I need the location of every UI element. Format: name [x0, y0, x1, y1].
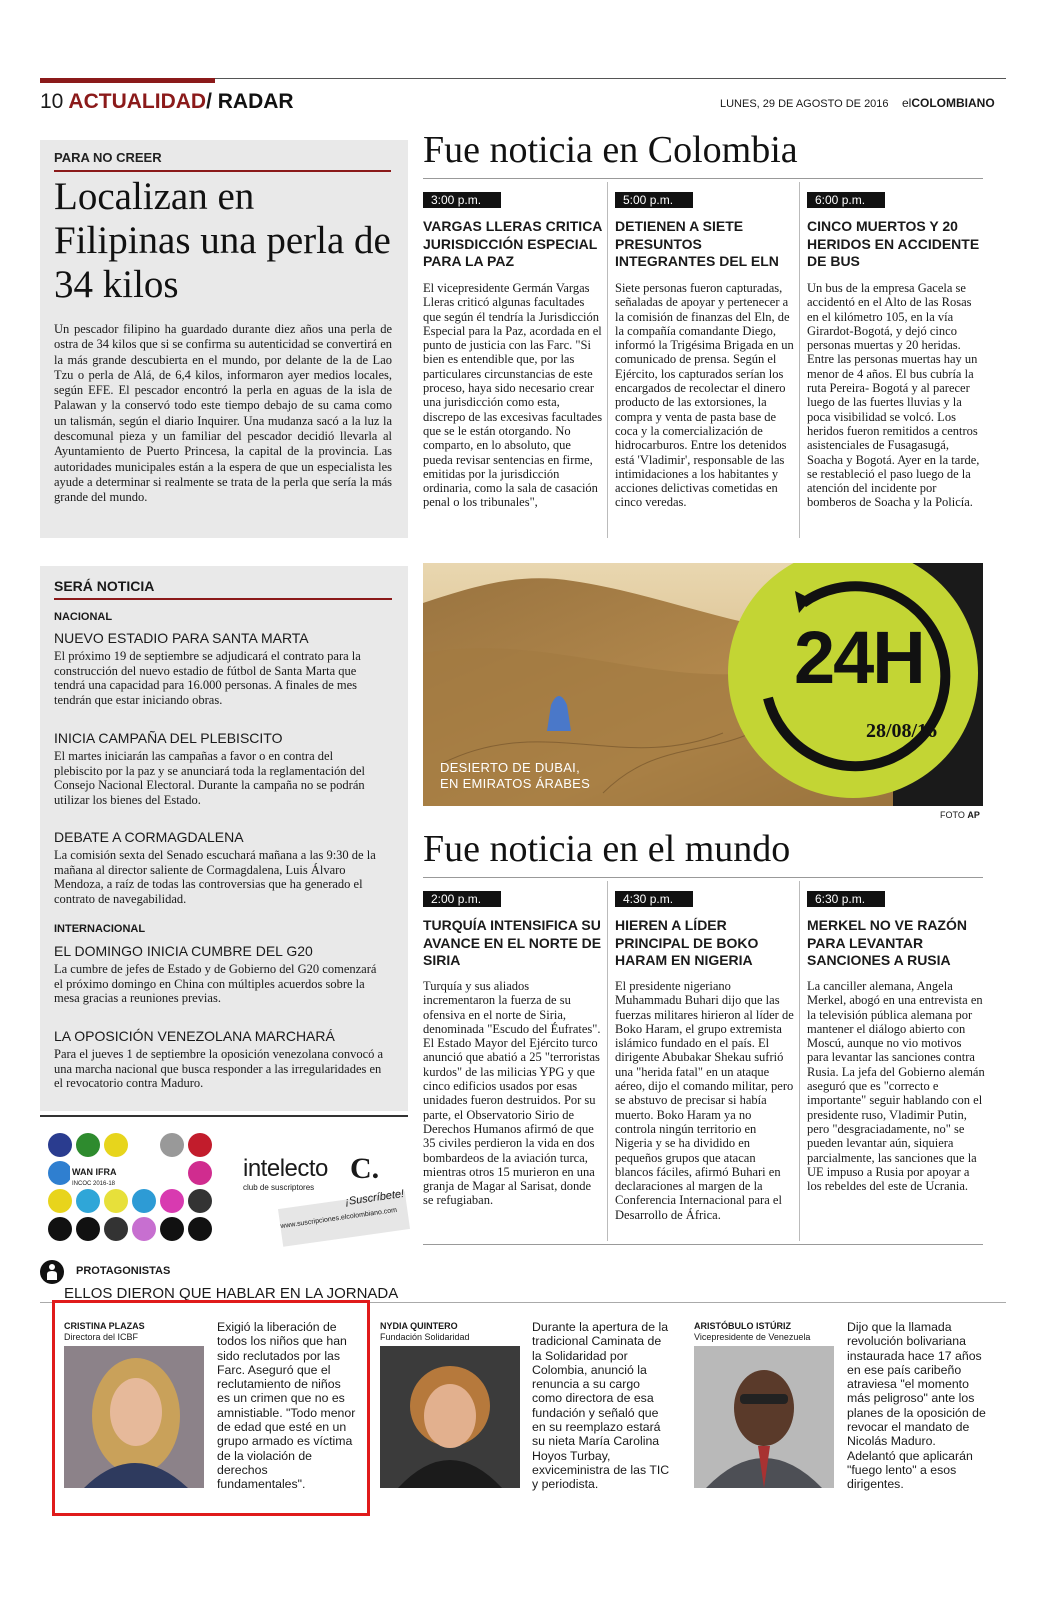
story-body: Turquía y sus aliados incrementaron la fuerza de su ofensiva en el norte de Siria, denominada "Escudo del Éufrates". El Estado Mayor del Ejército turco anunció que abatió a 25 "terroristas kurdos" de las milicias YPG y que cinco edificios usados por esas unidades fueron destruidos. Por su parte, el Observatorio Sirio de Derechos Humanos afirmó de que 35 civiles perdieron la vida en dos bombardeos de la aviación turca, mientras otros 15 murieron en una granja de Magar al Sarisat, donde se refugiaban.	[423, 979, 601, 1208]
person-quote: Exigió la liberación de todos los niños que han sido reclutados por las Farc. Aseguró que el reclutamiento de niños es un crimen que no es amnistiable. "Todo menor de edad que esté en un grupo armado es víctima de la violación de derechos fundamentales".	[217, 1320, 356, 1492]
story-body: Siete personas fueron capturadas, señaladas de apoyar y pertenecer a la comisión de finanzas del Eln, de la compañía comandante Diego, informó la Trigésima Brigada en un comunicado de prensa. Según el Ejército, los capturados serían los encargados de recolectar el dinero producto de las extorsiones, la compra y venta de pasta base de coca y la comercialización de hidrocarburos. Entre los detenidos está 'Vladimir', responsable de las intimidaciones a los habitantes y acciones delictivas cometidas en cinco veredas.	[615, 281, 794, 510]
person-quote: Durante la apertura de la tradicional Caminata de la Solidaridad por Colombia, anunció la renuncia a su cargo como directora de esa fundación y señaló que en su reemplazo estará su nieta María Carolina Hoyos Turbay, exviceministra de las TIC y periodista.	[532, 1320, 670, 1492]
wan-ifra-dots-logo	[48, 1133, 213, 1243]
story-headline: TURQUÍA INTENSIFICA SU AVANCE EN EL NORTE DE SIRIA	[423, 917, 602, 968]
portrait-aristobulo-isturiz	[694, 1346, 834, 1488]
person-role: Vicepresidente de Venezuela	[694, 1332, 811, 1342]
club-suscriptores-label: club de suscriptores	[243, 1183, 315, 1192]
mundo-heading: Fue noticia en el mundo	[423, 828, 791, 870]
sera-noticia-item-title: NUEVO ESTADIO PARA SANTA MARTA	[54, 630, 309, 646]
story-headline: VARGAS LLERAS CRITICA JURISDICCIÓN ESPECIAL PARA LA PAZ	[423, 218, 602, 269]
mundo-heading-rule	[423, 877, 983, 878]
suscripciones-url[interactable]: www.suscripciones.elcolombiano.com	[280, 1206, 398, 1231]
person-name: CRISTINA PLAZAS	[64, 1321, 145, 1331]
category-internacional: INTERNACIONAL	[54, 923, 146, 935]
category-nacional: NACIONAL	[54, 611, 113, 623]
badge-date: 28/08/16	[866, 720, 938, 742]
person-name: ARISTÓBULO ISTÚRIZ	[694, 1321, 791, 1331]
story-body: El vicepresidente Germán Vargas Lleras criticó algunas facultades que según él tendría la Jurisdicción Especial para la Paz, acordada en el punto de justicia con las Farc. "Si bien es entendible que, por las particulares circunstancias de este proceso, haya sido necesario crear una jurisdicción como esta, discrepo de las excesivas facultades que se le están otorgando. No comparto, en lo absoluto, que pueda revisar sentencias en firme, emitidas por la jurisdicción ordinaria, como la sala de casación penal o los tribunales",	[423, 281, 603, 510]
para-no-creer-title: Localizan en Filipinas una perla de 34 kilos	[54, 175, 391, 306]
column-divider	[799, 881, 800, 1241]
photo-credit	[940, 810, 980, 820]
time-badge: 2:00 p.m.	[423, 891, 501, 907]
sera-noticia-item-body: La comisión sexta del Senado escuchará mañana a las 9:30 de la mañana al director saliente de Cormagdalena, Luis Álvaro Mendoza, a raíz de todas las controversias que ha generado el contrato de navegabilidad.	[54, 848, 376, 906]
wan-ifra-label	[70, 1166, 119, 1188]
sera-noticia-item-title: DEBATE A CORMAGDALENA	[54, 829, 244, 845]
story-body: El presidente nigeriano Muhammadu Buhari dijo que las fuerzas militares hirieron al líder de Boko Haram, el grupo extremista islámico fundado en el país. El dirigente Abubakar Shekau sufrió una "herida fatal" en un ataque aéreo, dijo el comando militar, pero se abstuvo de precisar si había muerto. Boko Haram ya no controla ningún territorio en Nigeria y se ha dividido en pequeños grupos que atacan blancos fáciles, afirmó Buhari en declaraciones al margen de la Conferencia Internacional para el Desarrollo de África.	[615, 979, 794, 1222]
sera-noticia-item-title: INICIA CAMPAÑA DEL PLEBISCITO	[54, 730, 283, 746]
photo-caption-line: DESIERTO DE DUBAI,	[440, 760, 581, 775]
photo-credit-prefix: FOTO	[940, 810, 965, 820]
column-divider	[799, 182, 800, 538]
story-headline: DETIENEN A SIETE PRESUNTOS INTEGRANTES DEL ELN	[615, 218, 779, 269]
sera-noticia-bottom-rule	[40, 1115, 408, 1117]
story-headline: HIEREN A LÍDER PRINCIPAL DE BOKO HARAM EN NIGERIA	[615, 917, 759, 968]
section-name: ACTUALIDAD	[68, 90, 207, 113]
subsection-name: RADAR	[217, 90, 294, 113]
time-badge: 3:00 p.m.	[423, 192, 501, 208]
sera-noticia-item	[54, 943, 384, 1006]
section-header	[40, 90, 294, 114]
column-divider	[607, 881, 608, 1241]
person-icon	[40, 1260, 64, 1284]
sera-noticia-item-title: EL DOMINGO INICIA CUMBRE DEL G20	[54, 943, 313, 959]
intelecto-logo: intelecto	[243, 1155, 328, 1182]
brand-prefix: el	[902, 96, 912, 110]
time-badge: 4:30 p.m.	[615, 891, 693, 907]
sera-noticia-item-body: El próximo 19 de septiembre se adjudicará el contrato para la construcción del nuevo estadio de fútbol de Santa Marta que tendrá una capacidad para 16.000 personas. A finales de mes tendrán que estar iniciando obras.	[54, 649, 361, 707]
sera-noticia-item-body: La cumbre de jefes de Estado y de Gobierno del G20 comenzará el próximo domingo en China con múltiples acuerdos sobre la mesa gracias a reuniones previas.	[54, 962, 377, 1006]
photo-caption	[440, 760, 590, 792]
intelecto-c-logo: C.	[350, 1152, 380, 1185]
time-badge: 6:30 p.m.	[807, 891, 885, 907]
wan-ifra-text: WAN IFRA	[72, 1167, 117, 1177]
masthead-brand	[902, 96, 995, 110]
time-badge: 6:00 p.m.	[807, 192, 885, 208]
protagonistas-subtitle: ELLOS DIERON QUE HABLAR EN LA JORNADA	[64, 1285, 399, 1302]
portrait-cristina-plazas	[64, 1346, 204, 1488]
photo-credit-source: AP	[967, 810, 980, 820]
column-divider	[607, 182, 608, 538]
brand-name: COLOMBIANO	[911, 96, 995, 110]
sera-noticia-item	[54, 1028, 384, 1091]
colombia-heading-rule	[423, 178, 983, 179]
mundo-bottom-rule	[423, 1244, 983, 1245]
sera-noticia-rule	[54, 598, 392, 600]
badge-24h: 24H	[794, 616, 924, 699]
suscribete-text: ¡Suscríbete!	[344, 1187, 405, 1209]
sera-noticia-item	[54, 730, 384, 807]
portrait-nydia-quintero	[380, 1346, 520, 1488]
story-headline: MERKEL NO VE RAZÓN PARA LEVANTAR SANCIONES A RUSIA	[807, 917, 967, 968]
story-body: Un bus de la empresa Gacela se accidentó en el Alto de las Rosas en el kilómetro 105, en la vía Girardot-Bogotá, y dejó cinco personas muertas y 20 heridas. Entre las personas muertas hay un menor de 4 años. El bus cubría la ruta Pereira- Bogotá y al parecer luego de las fuertes lluvias y la poca visibilidad se volcó. Los heridos fueron remitidos a centros asistenciales de Fusagasugá, Soacha y Bogotá. Ayer en la tarde, se restableció el paso luego de la atención del incidente por bomberos de Soacha y la Policía.	[807, 281, 980, 510]
person-quote: Dijo que la llamada revolución bolivariana instaurada hace 17 años en ese país caribeño atraviesa "el momento más peligroso" ante los planes de la oposición de revocar el mandato de Nicolás Maduro. Adelantó que aplicarán "fuego lento" a esos dirigentes.	[847, 1320, 986, 1492]
story-headline: CINCO MUERTOS Y 20 HERIDOS EN ACCIDENTE DE BUS	[807, 218, 980, 269]
person-role: Fundación Solidaridad	[380, 1332, 470, 1342]
para-no-creer-rule	[54, 170, 391, 172]
photo-caption-line: EN EMIRATOS ÁRABES	[440, 776, 591, 791]
page-number: 10	[40, 90, 64, 113]
issue-date: LUNES, 29 DE AGOSTO DE 2016	[720, 98, 889, 110]
sera-noticia-item-body: Para el jueves 1 de septiembre la oposición venezolana convocó a una marcha nacional que busca responder a las irregularidades en el revocatorio contra Maduro.	[54, 1047, 384, 1091]
top-accent-bar	[40, 78, 215, 83]
sera-noticia-item-title: LA OPOSICIÓN VENEZOLANA MARCHARÁ	[54, 1028, 335, 1044]
sera-noticia-kicker: SERÁ NOTICIA	[54, 578, 155, 594]
story-body: La canciller alemana, Angela Merkel, abogó en una entrevista en la televisión pública alemana por mantener el diálogo abierto con Moscú, aunque no vio motivos para levantar las sanciones contra Rusia. La jefa del Gobierno alemán aseguró que es "correcto e importante" seguir hablando con el presidente ruso, Vladimir Putin, pero "desgraciadamente, no" se pueden levantar aún, siquiera parcialmente, las sanciones que la UE impuso a Rusia por apoyar a los rebeldes del este de Ucrania.	[807, 979, 985, 1194]
protagonistas-kicker: PROTAGONISTAS	[76, 1265, 171, 1277]
sera-noticia-item	[54, 829, 384, 906]
incoc-text: INCOC 2016-18	[72, 1181, 116, 1187]
para-no-creer-kicker: PARA NO CREER	[54, 150, 162, 165]
para-no-creer-body: Un pescador filipino ha guardado durante diez años una perla de ostra de 34 kilos que si se confirma su autenticidad se convertirá en la más grande descubierta en el mundo, por delante de la de Lao Tzu o perla de Alá, de 6,4 kilos, informaron ayer medios locales, según EFE. El pescador encontró la perla en aguas de la isla de Palawan y la conservó todo este tiempo debajo de su cama como un talismán, según el diario Inquirer. Una mudanza sacó a la luz la descomunal pieza y un familiar del pescador decidió llevarla al Ayuntamiento de Puerto Princesa, la capital de la provincia. Las autoridades municipales están a la espera de que un especialista les ayude a determinar si realmente se trata de la perla que sería la más grande del mundo.	[54, 322, 392, 505]
section-separator: /	[206, 90, 212, 113]
person-name: NYDIA QUINTERO	[380, 1321, 458, 1331]
person-role: Directora del ICBF	[64, 1332, 139, 1342]
sera-noticia-item-body: El martes iniciarán las campañas a favor o en contra del plebiscito por la paz y se anunciará toda la reglamentación del Consejo Nacional Electoral. Durante la campaña no se podrán utilizar los bienes del Estado.	[54, 749, 365, 807]
colombia-heading: Fue noticia en Colombia	[423, 129, 798, 171]
sera-noticia-item	[54, 630, 384, 707]
time-badge: 5:00 p.m.	[615, 192, 693, 208]
